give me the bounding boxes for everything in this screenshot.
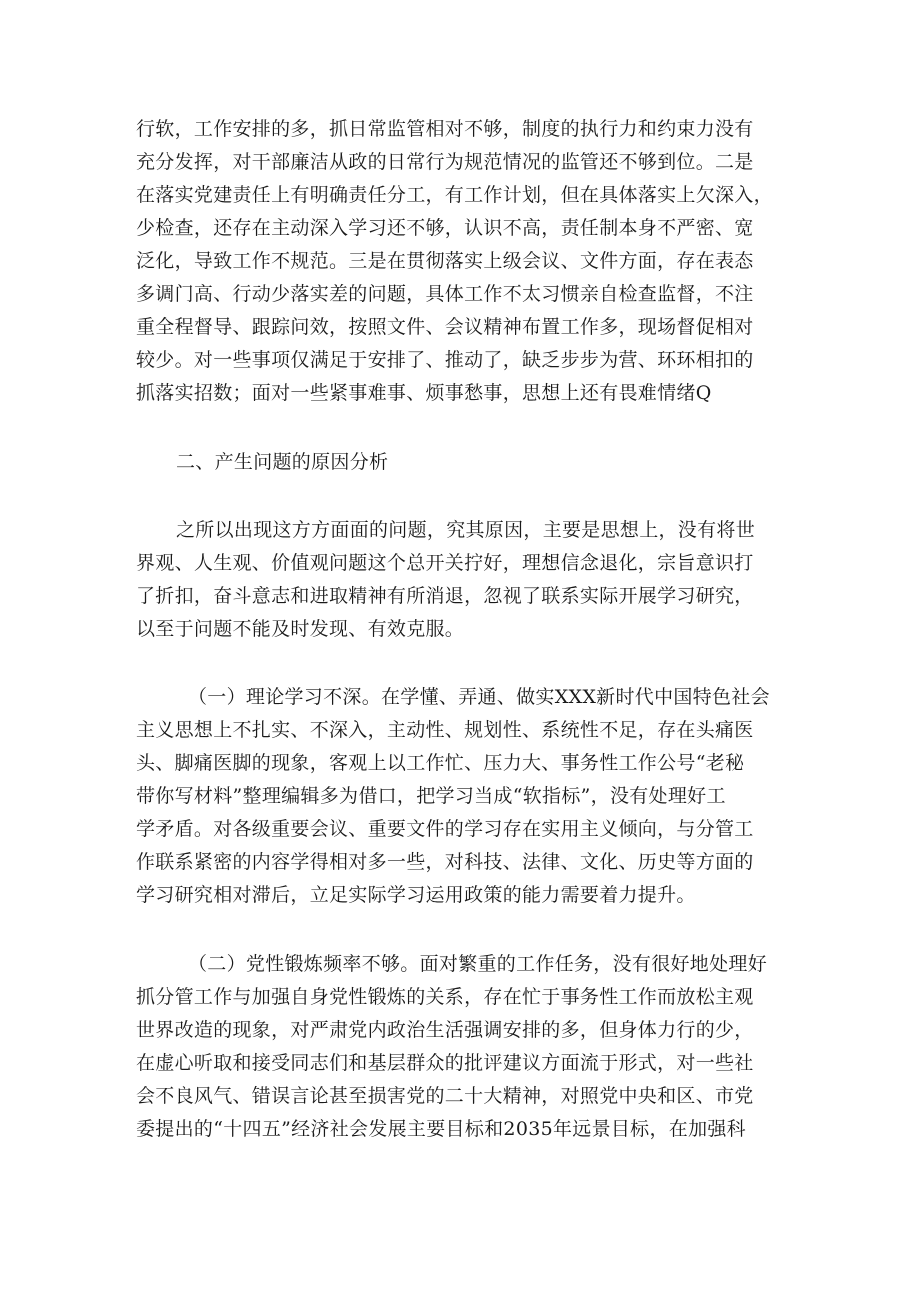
text-line: 会不良风气、错误言论甚至损害党的二十大精神，对照党中央和区、市党 [136,1085,754,1107]
text-line: 委提出的“十四五”经济社会发展主要目标和2035年远景目标，在加强科 [136,1118,746,1140]
text-line: （一）理论学习不深。在学懂、弄通、做实XXX新时代中国特色社会 [188,686,770,708]
text-line: 学习研究相对滞后，立足实际学习运用政策的能力需要着力提升。 [136,884,696,906]
text-line: （二）党性锻炼频率不够。面对繁重的工作任务，没有很好地处理好 [188,953,768,975]
text-line: 在落实党建责任上有明确责任分工，有工作计划，但在具体落实上欠深入， [136,184,773,206]
section-heading: 二、产生问题的原因分析 [176,451,389,473]
text-line: 较少。对一些事项仅满足于安排了、推动了，缺乏步步为营、环环相扣的 [136,349,754,371]
text-line: 带你写材料”整理编辑多为借口，把学习当成“软指标”，没有处理好工 [136,785,726,807]
text-line: 之所以出现这方方面面的问题，究其原因，主要是思想上，没有将世 [176,519,756,541]
text-line: 多调门高、行动少落实差的问题，具体工作不太习惯亲自检查监督，不注 [136,283,754,305]
text-line: 界观、人生观、价值观问题这个总开关拧好，理想信念退化，宗旨意识打 [136,552,754,574]
text-line: 作联系紧密的内容学得相对多一些，对科技、法律、文化、历史等方面的 [136,851,754,873]
text-line: 重全程督导、跟踪问效，按照文件、会议精神布置工作多，现场督促相对 [136,316,754,338]
text-line: 少检查，还存在主动深入学习还不够，认识不高，责任制本身不严密、宽 [136,217,754,239]
text-line: 以至于问题不能及时发现、有效克服。 [136,618,465,640]
text-line: 抓落实招数；面对一些紧事难事、烦事愁事，思想上还有畏难情绪Q [136,382,712,404]
text-line: 泛化，导致工作不规范。三是在贯彻落实上级会议、文件方面，存在表态 [136,250,754,272]
text-line: 抓分管工作与加强自身党性锻炼的关系，存在忙于事务性工作而放松主观 [136,986,754,1008]
text-line: 头、脚痛医脚的现象，客观上以工作忙、压力大、事务性工作公号“老秘 [136,752,745,774]
text-line: 行软，工作安排的多，抓日常监管相对不够，制度的执行力和约束力没有 [136,118,754,140]
text-line: 在虚心听取和接受同志们和基层群众的批评建议方面流于形式，对一些社 [136,1052,754,1074]
text-line: 充分发挥，对干部廉洁从政的日常行为规范情况的监管还不够到位。二是 [136,151,754,173]
text-line: 主义思想上不扎实、不深入，主动性、规划性、系统性不足，存在头痛医 [136,719,754,741]
text-line: 学矛盾。对各级重要会议、重要文件的学习存在实用主义倾向，与分管工 [136,818,754,840]
text-line: 世界改造的现象，对严肃党内政治生活强调安排的多，但身体力行的少， [136,1019,754,1041]
text-line: 了折扣，奋斗意志和进取精神有所消退，忽视了联系实际开展学习研究， [136,585,754,607]
